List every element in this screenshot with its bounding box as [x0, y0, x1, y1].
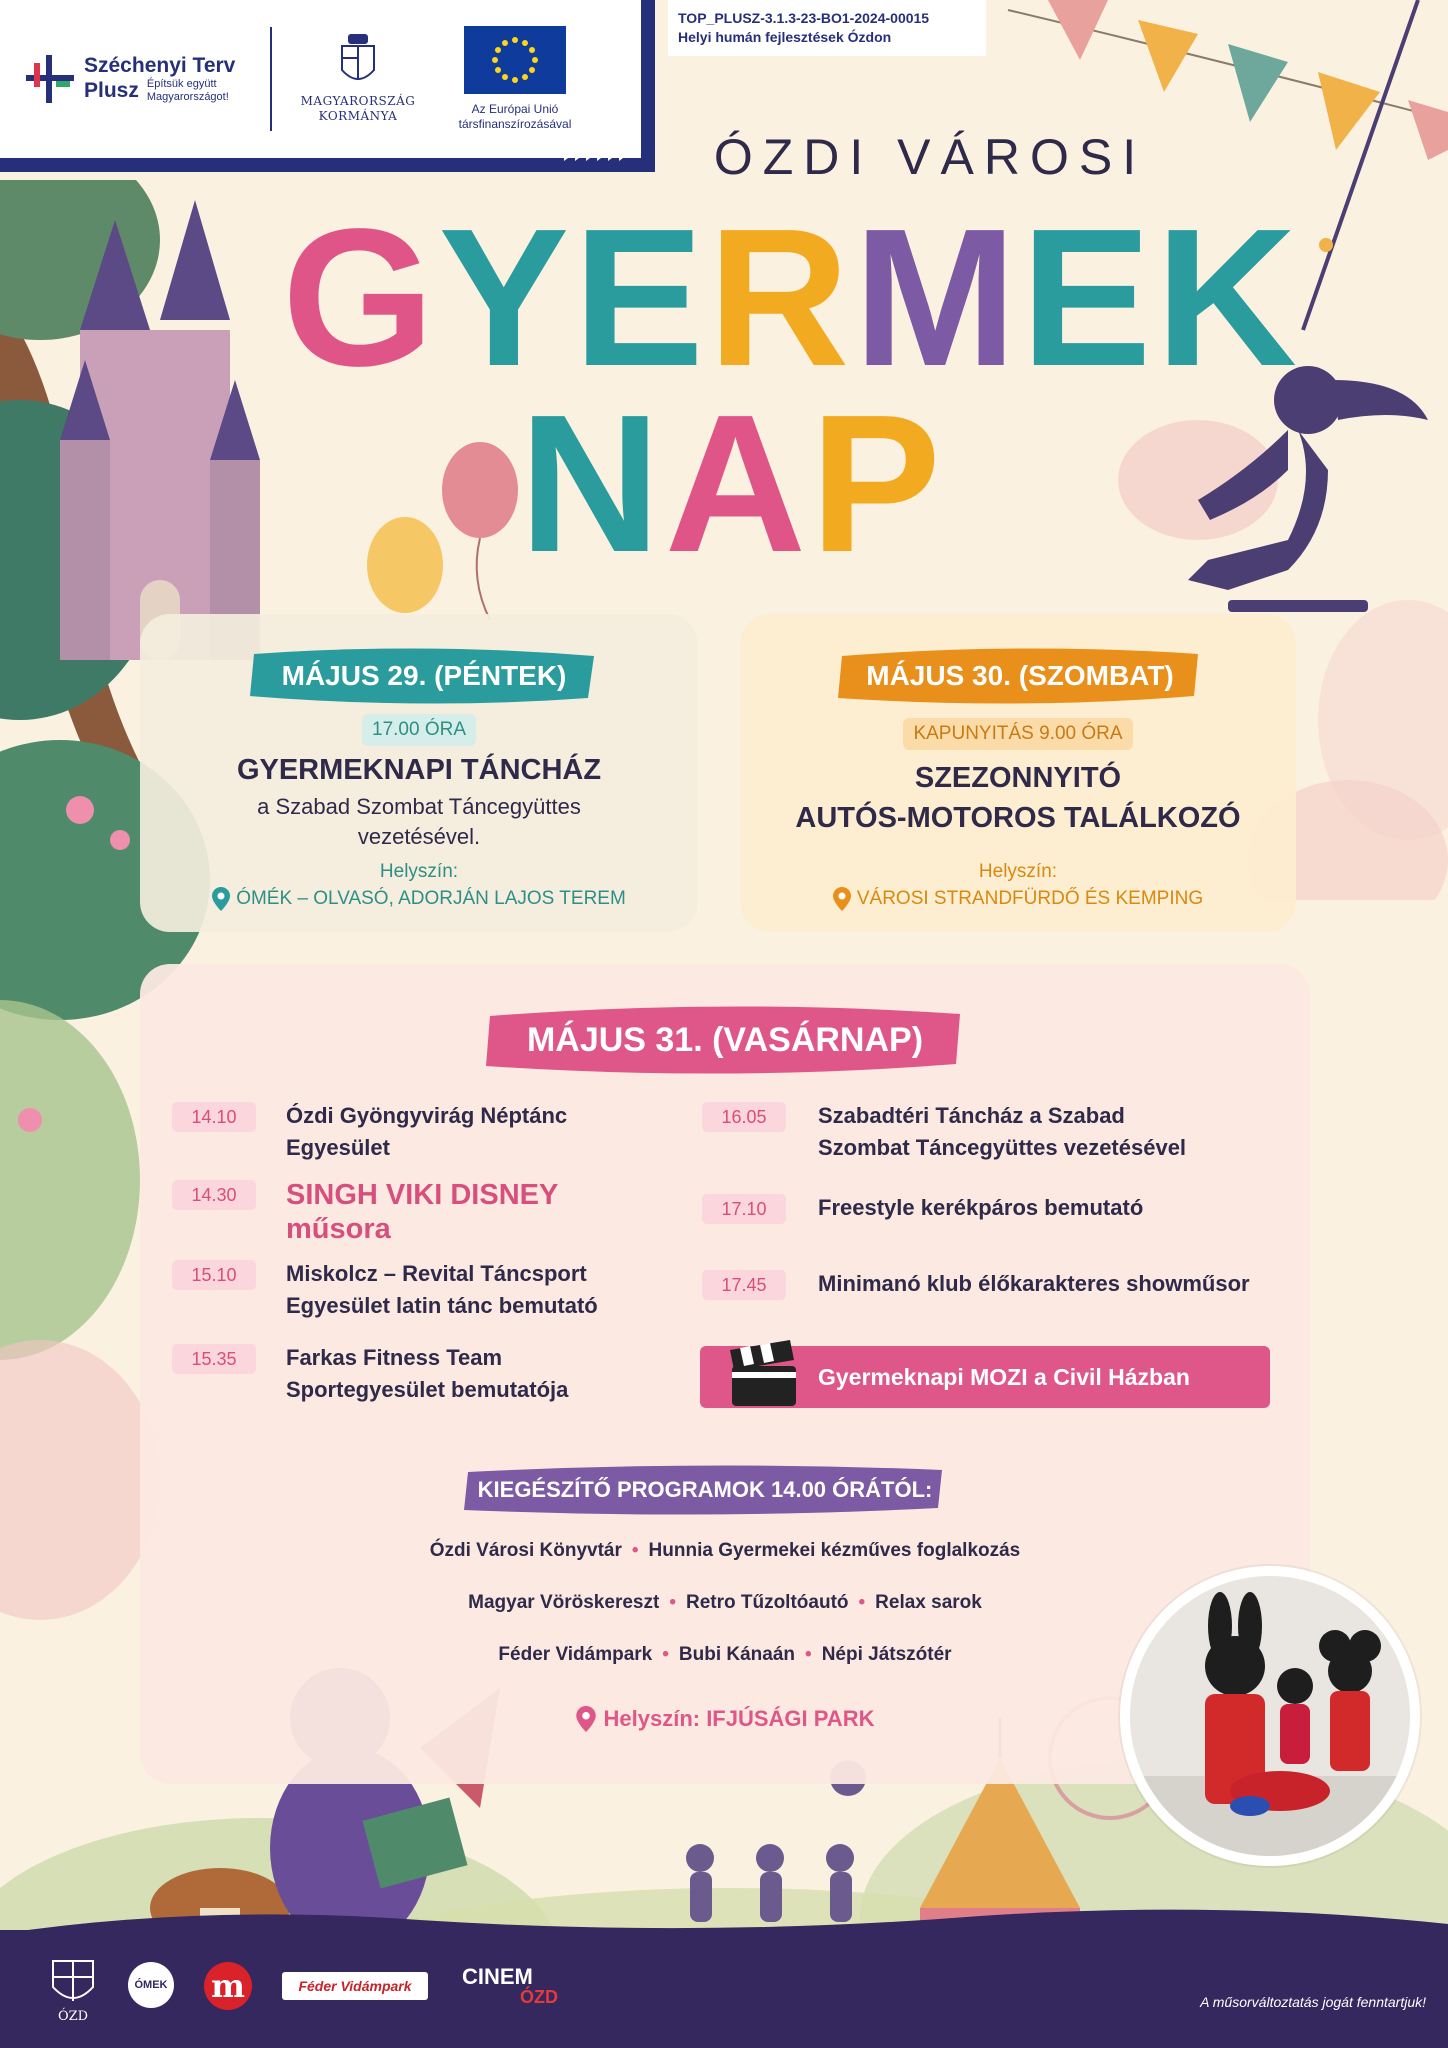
title-letter: E	[573, 188, 708, 407]
funding-banner	[0, 0, 655, 172]
friday-location: ÓMÉK – OLVASÓ, ADORJÁN LAJOS TEREM	[236, 888, 626, 909]
schedule-time: 14.10	[172, 1102, 256, 1132]
szechenyi-plus: Plusz	[84, 79, 139, 102]
schedule-item: Ózdi Gyöngyvirág Néptánc Egyesület	[286, 1103, 568, 1160]
friday-card	[140, 614, 698, 932]
project-name: Helyi humán fejlesztések Ózdon	[678, 29, 892, 45]
costumed-characters-image	[1130, 1576, 1410, 1856]
szechenyi-title: Széchenyi Terv	[84, 54, 236, 77]
bullet-separator: •	[805, 1644, 812, 1665]
saturday-location: VÁROSI STRANDFÜRDŐ ÉS KEMPING	[856, 888, 1204, 909]
cinema-label: CINEM	[462, 1964, 533, 1989]
extras-row-2	[140, 1592, 1310, 1614]
schedule-item: Freestyle kerékpáros bemutató	[818, 1195, 1144, 1220]
schedule-item: Minimanó klub élőkarakteres showműsor	[818, 1271, 1250, 1296]
saturday-location-label: Helyszín:	[978, 861, 1058, 882]
mozi-banner	[700, 1346, 1270, 1408]
friday-date: MÁJUS 29. (PÉNTEK)	[281, 660, 567, 691]
extras-item: Népi Játszótér	[821, 1644, 952, 1665]
saturday-date: MÁJUS 30. (SZOMBAT)	[866, 660, 1174, 691]
feder-vidampark-logo	[282, 1972, 428, 2000]
location-pin-icon	[212, 887, 230, 911]
extras-item: Retro Tűzoltóautó	[685, 1592, 849, 1613]
ozd-label: ÓZD	[57, 2008, 89, 2024]
title-letter: P	[810, 374, 945, 593]
project-code-box	[668, 0, 986, 56]
eu-logo	[440, 26, 590, 132]
title-letter: G	[282, 188, 439, 407]
schedule-item: Farkas Fitness Team Sportegyesület bemutatója	[286, 1345, 569, 1402]
government-line2: KORMÁNYA	[318, 109, 398, 123]
chevron-decoration	[564, 149, 627, 161]
extras-item: Magyar Vöröskereszt	[468, 1592, 660, 1613]
extras-title: KIEGÉSZÍTŐ PROGRAMOK 14.00 ÓRÁTÓL:	[477, 1477, 933, 1502]
schedule-item: Miskolcz – Revital Táncsport Egyesület latin tánc bemutató	[286, 1261, 598, 1318]
extras-item: Relax sarok	[875, 1592, 982, 1613]
bullet-separator: •	[662, 1644, 669, 1665]
schedule-time: 15.35	[172, 1344, 256, 1374]
main-title	[282, 188, 1302, 593]
title-letter: R	[707, 188, 854, 407]
feder-label: Féder Vidámpark	[298, 1978, 412, 1994]
mozi-label: Gyermeknapi MOZI a Civil Házban	[818, 1363, 1190, 1390]
friday-sub-line2: vezetésével.	[357, 824, 481, 849]
title-letter: K	[1155, 188, 1302, 407]
project-code: TOP_PLUSZ-3.1.3-23-BO1-2024-00015	[678, 10, 930, 26]
title-letter: Y	[438, 188, 574, 407]
omek-label: ÓMEK	[134, 1979, 168, 1991]
government-logo	[294, 34, 422, 124]
sunday-date: MÁJUS 31. (VASÁRNAP)	[526, 1020, 924, 1059]
title-letter: N	[519, 374, 665, 593]
extras-item: Bubi Kánaán	[678, 1644, 796, 1665]
saturday-time: KAPUNYITÁS 9.00 ÓRA	[903, 718, 1132, 750]
city-crest-icon	[49, 1957, 97, 2009]
cinema-ozd-logo	[462, 1962, 558, 2012]
friday-sub-line1: a Szabad Szombat Táncegyüttes	[257, 794, 581, 819]
coat-of-arms-icon	[338, 34, 378, 88]
extras-title-banner	[460, 1462, 950, 1518]
location-pin-icon	[576, 1706, 596, 1732]
title-letter: A	[664, 374, 811, 593]
saturday-location-row	[740, 886, 1296, 912]
sunday-date-banner	[480, 1002, 970, 1078]
park-location: Helyszín: IFJÚSÁGI PARK	[603, 1706, 875, 1731]
schedule-time: 15.10	[172, 1260, 256, 1290]
title-letter: E	[1020, 188, 1156, 407]
friday-title: GYERMEKNAPI TÁNCHÁZ	[236, 754, 602, 786]
title-letter: M	[853, 188, 1021, 407]
szechenyi-slogan: Építsük együtt Magyarországot!	[146, 78, 229, 103]
bullet-separator: •	[631, 1540, 639, 1561]
szechenyi-logo	[26, 54, 256, 104]
eu-flag-icon	[464, 26, 566, 94]
saturday-title-line1: SZEZONNYITÓ	[914, 762, 1122, 794]
eu-line1: Az Európai Unió	[471, 102, 559, 116]
extras-row-1	[140, 1540, 1310, 1562]
friday-time: 17.00 ÓRA	[362, 714, 476, 746]
extras-item: Hunnia Gyermekei kézműves foglalkozás	[648, 1540, 1021, 1561]
title-line-1	[282, 188, 1302, 407]
saturday-date-banner	[834, 644, 1206, 708]
friday-location-label: Helyszín:	[379, 861, 459, 882]
schedule-time: 17.45	[702, 1270, 786, 1300]
szechenyi-cross-icon	[26, 55, 74, 103]
title-line-2	[282, 374, 1182, 593]
characters-photo	[1120, 1566, 1420, 1866]
bullet-separator: •	[669, 1592, 676, 1613]
ozd-crest-logo	[42, 1952, 104, 2028]
cinema-city-label: ÓZD	[520, 1987, 558, 2007]
schedule-time: 16.05	[702, 1102, 786, 1132]
schedule-item: Szabadtéri Táncház a Szabad Szombat Táncegyüttes vezetésével	[818, 1103, 1187, 1160]
footer-wave	[0, 1904, 1448, 1934]
omek-logo	[128, 1962, 174, 2008]
schedule-time: 17.10	[702, 1194, 786, 1224]
saturday-card	[740, 614, 1296, 932]
saturday-title-line2: AUTÓS-MOTOROS TALÁLKOZÓ	[795, 802, 1241, 834]
government-line1: MAGYARORSZÁG	[300, 94, 416, 108]
clapperboard-icon	[728, 1338, 800, 1410]
logo-divider	[270, 27, 272, 131]
m-label: m	[211, 1967, 245, 2005]
location-pin-icon	[833, 887, 851, 911]
bullet-separator: •	[858, 1592, 866, 1613]
m-library-logo	[204, 1962, 252, 2010]
eu-line2: társfinanszírozásával	[458, 117, 572, 131]
extras-item: Féder Vidámpark	[498, 1644, 653, 1665]
friday-location-row	[140, 886, 698, 912]
disclaimer: A műsorváltoztatás jogát fenntartjuk!	[1200, 1994, 1426, 2010]
extras-item: Ózdi Városi Könyvtár	[429, 1540, 622, 1561]
schedule-time: 14.30	[172, 1180, 256, 1210]
pretitle: ÓZDI VÁROSI	[713, 129, 1147, 185]
schedule-item-highlight: SINGH VIKI DISNEY műsora	[286, 1179, 559, 1245]
friday-date-banner	[244, 644, 604, 708]
